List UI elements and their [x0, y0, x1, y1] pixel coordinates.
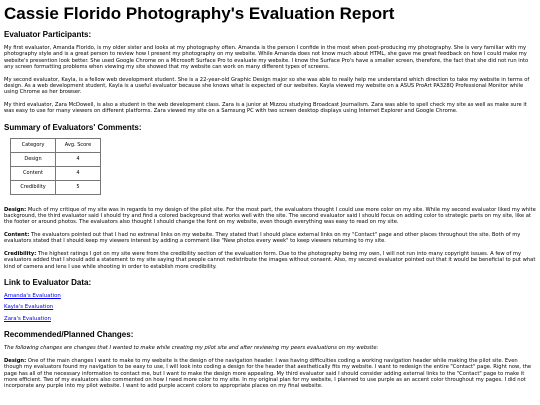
- design-comment-text: Much of my critique of my site was in regards to my design of the pilot site. For the most part, the evaluators thought I could use more color on my site. While my second evaluator liked my white background, the third evaluator said I should try and find a colored background that works well with the site. The second evaluator said I should focus on adding color to strategic parts on my site, like at the footer or around photos. The evaluators also thought I should change the font on my website, even though everything was easy to read on my site.: [4, 206, 536, 226]
- evaluator-1-paragraph: My first evaluator, Amanda Florido, is my older sister and looks at my photography often. Amanda is the person I confide in the most when post-producing my photography. She is very familiar with my photography style and is a great person to review how I present my photography on my website. While Amanda does not know much about HTML, she gave me great feedback on how I could make my website's presention look better. She used Google Chrome on a Microsoft Surface Pro to evaluate my website. I know the Surface Pro's have a smaller screen, therefore, the fact that she did not run into any screen formatting problems when viewing my site showed that my website can work on many different types of screens.: [4, 45, 529, 71]
- content-comment-text: The evaluators pointed out that I had no extrenal links on my website. They stated that I should place external links on my "Contact" page and other places throughout the site. Both of my evaluators stated that I should keep my viewers interest by adding a comment like "New photos every week" to keep viewers returning to my site.: [4, 231, 521, 245]
- table-header-row: [11, 138, 101, 152]
- evaluator-3-paragraph: My third evaluator, Zara McDowell, is also a student in the web development class. Zara is a junior at Mizzou studying Broadcast Journalism. Zara was able to spell check my site as well as make sure it was easy to use for many viewers on different platforms. Zara viewed my site on a Samsung PC with two screen desktop displays using Internet Explorer and Google Chrome.: [4, 101, 527, 115]
- changes-intro: The following changes are changes that I wanted to make while creating my pilot site and after reviewing my peers evaluations on my website:: [4, 345, 379, 352]
- changes-design-paragraph: [4, 358, 536, 390]
- links-heading: Link to Evaluator Data:: [4, 277, 92, 287]
- credibility-comment-label: Credibility:: [4, 250, 37, 257]
- amanda-evaluation-link[interactable]: Amanda's Evaluation: [4, 292, 61, 299]
- changes-heading: Recommended/Planned Changes:: [4, 330, 134, 340]
- page-title: Cassie Florido Photography's Evaluation Report: [4, 4, 395, 23]
- table-row: [11, 152, 101, 166]
- table-cell-category: Content: [11, 166, 56, 180]
- table-cell-score: 4: [56, 166, 101, 180]
- scores-table-wrapper: [10, 138, 536, 195]
- table-row: [11, 166, 101, 180]
- evaluator-2-paragraph: My second evaluator, Kayla, is a fellow web development student. She is a 22-year-old Graphic Design major so she was able to really help me understand which direction to take my website in terms of design. As a web development student, Kayla is a useful evaluator because she knows what is expected of our websites. Kayla viewed my website on a ASUS ProArt PA328Q Professional Monitor while using Chrome as her browser.: [4, 76, 530, 96]
- table-cell-category: Credibility: [11, 180, 56, 194]
- kayla-evaluation-link[interactable]: Kayla's Evaluation: [4, 304, 54, 311]
- credibility-comment-paragraph: [4, 251, 536, 270]
- content-comment-paragraph: [4, 232, 536, 245]
- design-comment-label: Design:: [4, 206, 27, 213]
- scores-table: [10, 138, 101, 195]
- design-comment-paragraph: [4, 207, 536, 226]
- participants-heading: Evaluator Participants:: [4, 30, 92, 39]
- changes-design-label: Design:: [4, 357, 27, 364]
- changes-design-text: One of the main changes I want to make to my website is the design of the navigation header. I was having difficulties coding a working navigation header while making the pilot site. Even though my evaluators found my navigation to be easy to use, I will look into coding a design for the header that aesthetically fits my website. I want to redesign the entire "Contact" page. Right now, the page has all of the necessary information to contact me, but I want to make the design more appealing. My third evaluator said I should consider adding external links to the "Contact" page to make it more efficient. Two of my evaluators also commented on how I need more color to my site. In my original plan for my website, I planned to use purple as an accent color throughout my pages. I did not incorporate any purple into my pilot website. I want to add purple accent colors to appropriate places on my final website.: [4, 357, 532, 390]
- evaluator-links: [4, 293, 536, 323]
- content-comment-label: Content:: [4, 231, 30, 238]
- summary-heading: Summary of Evaluators' Comments:: [4, 122, 142, 132]
- credibility-comment-text: The highest ratings I got on my site were from the credibility section of the evaluation form. Due to the photography being my own, I will not run into many copyright issues. A few of my evaluators added that I should add a statement to my site saying that people cannot redistribute the images without consent. Also, my second evaluator pointed out that it would be beneficial to put what kind of camera and lens I use while shooting in order to establish more credibility.: [4, 250, 536, 270]
- table-cell-category: Design: [11, 152, 56, 166]
- table-header-category: Category: [11, 138, 56, 152]
- table-cell-score: 5: [56, 180, 101, 194]
- table-header-score: Avg. Score: [56, 138, 101, 152]
- zara-evaluation-link[interactable]: Zara's Evaluation: [4, 315, 51, 322]
- table-cell-score: 4: [56, 152, 101, 166]
- table-row: [11, 180, 101, 194]
